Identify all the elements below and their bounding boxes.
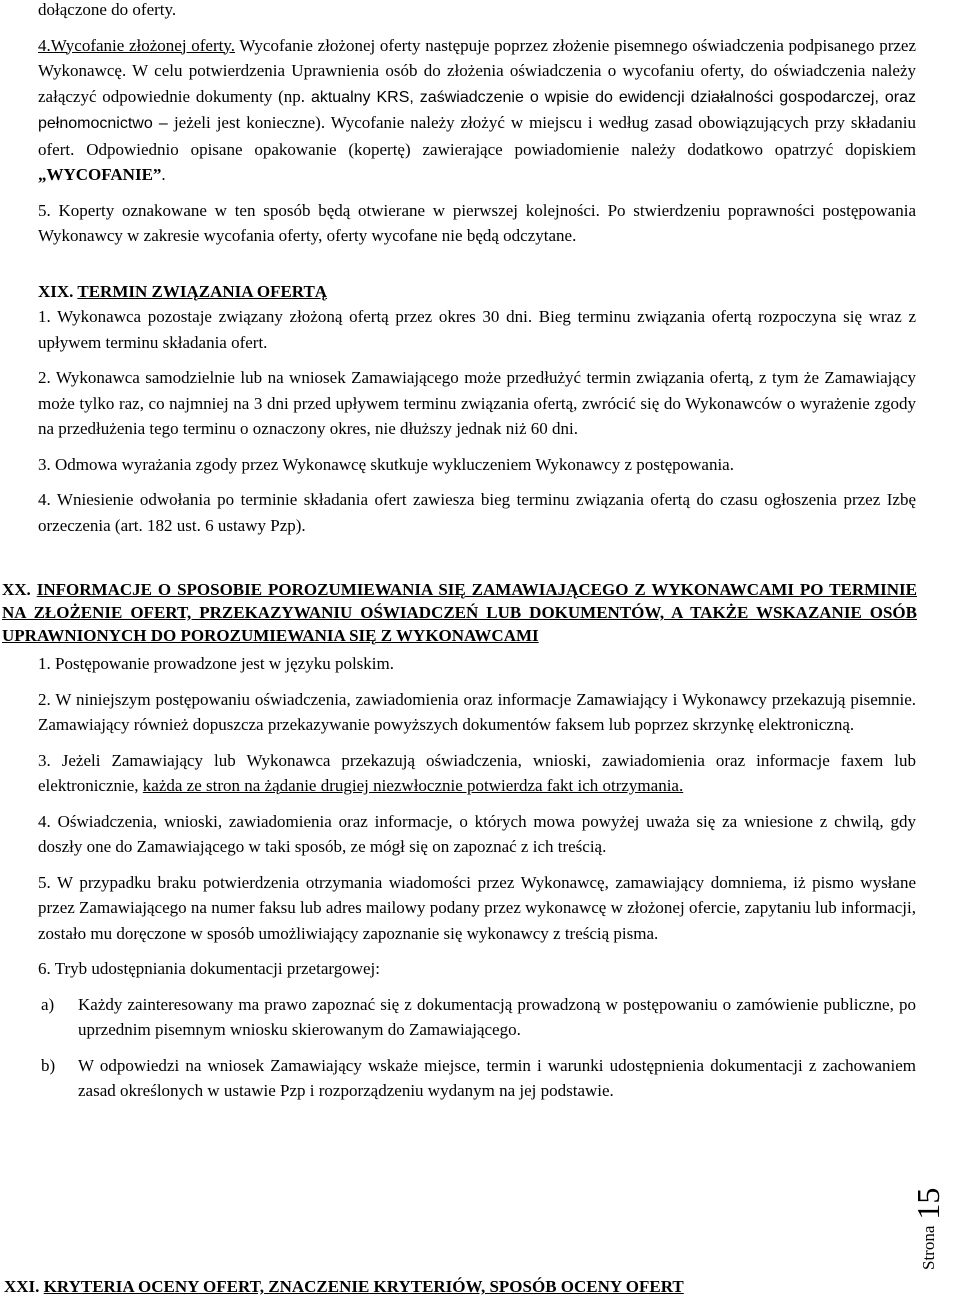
section-21-number: XXI. bbox=[4, 1277, 40, 1296]
list-item-b-text: W odpowiedzi na wniosek Zamawiający wskaże miejsce, termin i warunki udostępnienia dokumentacji z zachowaniem zasad określonych w ustawie Pzp i rozporządzeniu wydanym na jej podstawie. bbox=[78, 1055, 916, 1100]
section-19-heading bbox=[38, 279, 916, 305]
withdrawal-tag: „WYCOFANIE” bbox=[38, 165, 162, 184]
paragraph-withdrawal bbox=[38, 33, 916, 188]
list-item-a bbox=[38, 992, 916, 1043]
section-19-item-1: 1. Wykonawca pozostaje związany złożoną ofertą przez okres 30 dni. Bieg terminu związania ofertą rozpoczyna się wraz z upływem terminu składania ofert. bbox=[38, 307, 916, 352]
list-item-b bbox=[38, 1053, 916, 1104]
continued-line: dołączone do oferty. bbox=[38, 0, 177, 19]
section-20-heading bbox=[2, 578, 917, 647]
page-number bbox=[910, 1160, 956, 1270]
section-20-item-3-underlined: każda ze stron na żądanie drugiej niezwłocznie potwierdza fakt ich otrzymania. bbox=[142, 776, 684, 795]
section-20-item-6-text: Tryb udostępniania dokumentacji przetargowej: bbox=[54, 959, 380, 978]
section-20-item-2: 2. W niniejszym postępowaniu oświadczenia, zawiadomienia oraz informacje Zamawiający i Wykonawcy przekazują pisemnie. Zamawiający również dopuszcza przekazywanie powyższych dokumentów faksem lub poprzez skrzynkę elektroniczną. bbox=[38, 689, 916, 734]
section-20-item-1: 1. Postępowanie prowadzone jest w języku polskim. bbox=[38, 654, 394, 673]
paragraph-envelopes: 5. Koperty oznakowane w ten sposób będą otwierane w pierwszej kolejności. Po stwierdzeniu poprawności postępowania Wykonawcy w zakresie wycofania oferty, oferty wycofane nie będą odczytane. bbox=[38, 200, 916, 245]
section-19-item-2: 2. Wykonawca samodzielnie lub na wniosek Zamawiającego może przedłużyć termin związania ofertą, z tym że Zamawiający może tylko raz, co najmniej na 3 dni przed upływem terminu związania ofertą, zwrócić się do Wykonawców o wyrażenie zgody na przedłużenia tego terminu o oznaczony okres, nie dłuższy jednak niż 60 dni. bbox=[38, 368, 916, 438]
list-item-b-label: b) bbox=[41, 1055, 56, 1075]
withdrawal-text-2: jeżeli jest konieczne). Wycofanie należy złożyć w miejscu i według zasad obowiązujących przy składaniu ofert. Odpowiednio opisane opakowanie (kopertę) zawierające powiadomienie należy dodatkowo opatrzyć dopiskiem bbox=[38, 113, 917, 159]
withdrawal-text-sans: aktualny KRS, zaświadczenie o wpisie do ewidencji działalności gospodarczej, oraz pełnomocnictwo – bbox=[38, 88, 916, 132]
section-20-item-3 bbox=[38, 748, 916, 799]
section-21-heading bbox=[4, 1274, 684, 1300]
section-20-item-6-label: 6. bbox=[38, 959, 51, 978]
withdrawal-end: . bbox=[161, 165, 166, 184]
section-20-item-3-text: 3. Jeżeli Zamawiający lub Wykonawca przekazują oświadczenia, wnioski, zawiadomienia oraz informacje faxem lub elektronicznie, bbox=[38, 750, 916, 795]
list-item-a-text: Każdy zainteresowany ma prawo zapoznać się z dokumentacją prowadzoną w postępowaniu o zamówienie publiczne, po uprzednim pisemnym wniosku skierowanym do Zamawiającego. bbox=[78, 994, 916, 1039]
section-19-number: XIX. bbox=[38, 281, 74, 301]
section-19-item-3: 3. Odmowa wyrażania zgody przez Wykonawcę skutkuje wykluczeniem Wykonawcy z postępowania. bbox=[38, 454, 734, 474]
document-page bbox=[2, 0, 917, 1104]
section-21-title: KRYTERIA OCENY OFERT, ZNACZENIE KRYTERIÓW, SPOSÓB OCENY OFERT bbox=[43, 1277, 684, 1296]
page-number-word: Strona bbox=[919, 1225, 938, 1270]
section-20-item-4: 4. Oświadczenia, wnioski, zawiadomienia oraz informacje, o których mowa powyżej uważa się za wniesione z chwilą, gdy doszły one do Zamawiającego w taki sposób, ze mógł się on zapoznać z ich treścią. bbox=[38, 811, 916, 856]
list-item-a-label: a) bbox=[41, 994, 55, 1014]
section-19-item-4: 4. Wniesienie odwołania po terminie składania ofert zawiesza bieg terminu związania ofertą do czasu ogłoszenia przez Izbę orzeczenia (art. 182 ust. 6 ustawy Pzp). bbox=[38, 490, 916, 535]
withdrawal-text-1: Wycofanie złożonej oferty następuje poprzez złożenie pisemnego oświadczenia podpisanego przez Wykonawcę. W celu potwierdzenia Uprawnienia osób do złożenia oświadczenia o wycofaniu oferty, do oświadczenia należy załączyć odpowiednie dokumenty (np. bbox=[38, 35, 916, 106]
page-number-value: 15 bbox=[910, 1187, 946, 1220]
section-20-item-5: 5. W przypadku braku potwierdzenia otrzymania wiadomości przez Wykonawcę, zamawiający domniema, iż pismo wysłane przez Zamawiającego na numer faksu lub adres mailowy podany przez wykonawcę w złożonej ofercie, zapytaniu lub informacji, zostało mu doręczone w sposób umożliwiający zapoznanie się wykonawcy z treścią pisma. bbox=[38, 872, 916, 943]
withdrawal-label: 4.Wycofanie złożonej oferty. bbox=[38, 35, 236, 55]
section-20-title: INFORMACJE O SPOSOBIE POROZUMIEWANIA SIĘ ZAMAWIAJĄCEGO Z WYKONAWCAMI PO TERMINIE NA ZŁOŻENIE OFERT, PRZEKAZYWANIU OŚWIADCZEŃ LUB DOKUMENTÓW, A TAKŻE WSKAZANIE OSÓB UPRAWNIONYCH DO POROZUMIEWANIA SIĘ Z WYKONAWCAMI bbox=[2, 580, 917, 645]
section-20-item-6 bbox=[38, 956, 916, 982]
section-20-number: XX. bbox=[2, 580, 31, 599]
section-19-title: TERMIN ZWIĄZANIA OFERTĄ bbox=[77, 281, 328, 301]
